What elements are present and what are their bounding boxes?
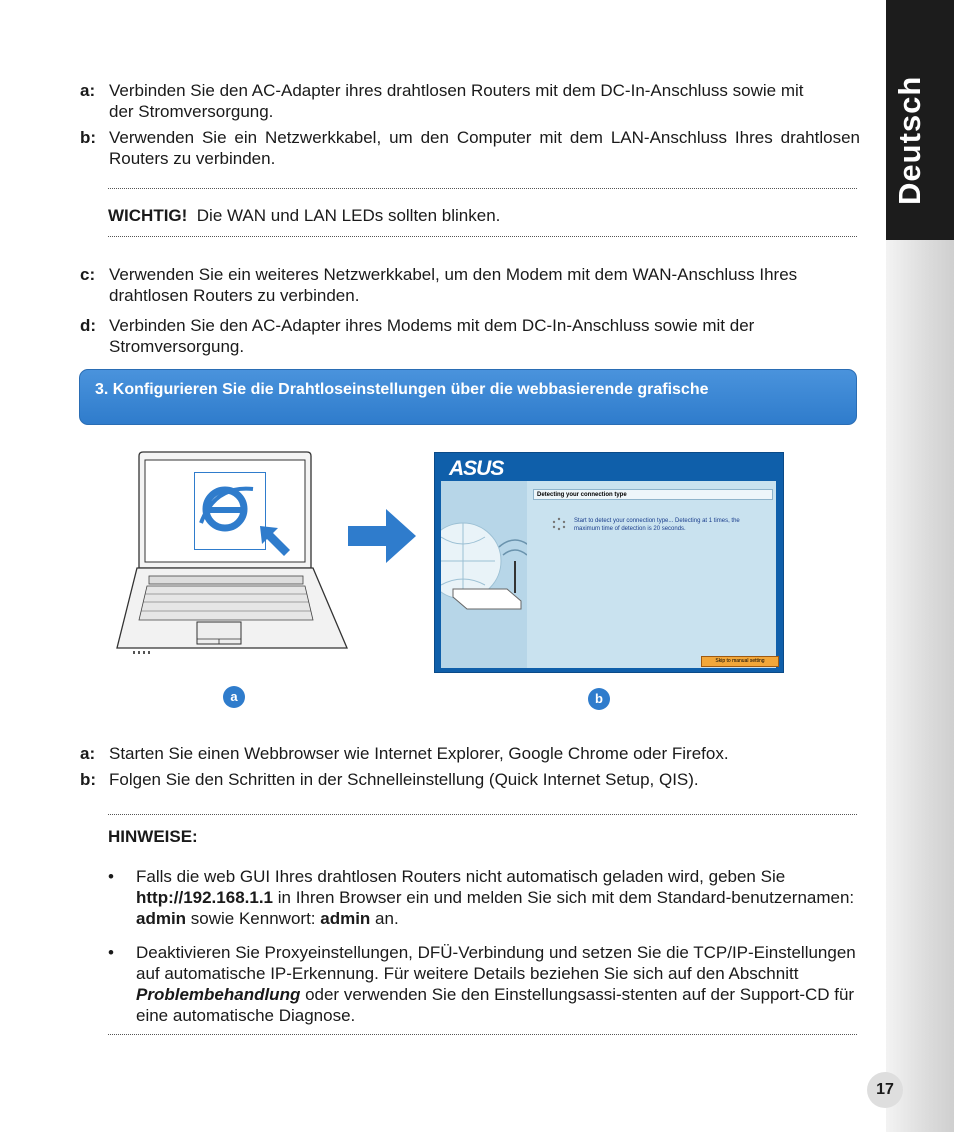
step-text: Verwenden Sie ein Netzwerkkabel, um den Computer mit dem LAN-Anschluss Ihres drahtlosen Routers zu verbinden. (109, 128, 860, 168)
language-tab (886, 0, 954, 240)
loading-spinner-icon (551, 517, 567, 531)
notes-list (108, 866, 858, 1039)
bullet-dot: • (108, 943, 114, 962)
divider (108, 236, 857, 237)
language-sidebar (886, 0, 954, 1132)
router-url: http://192.168.1.1 (136, 888, 274, 907)
important-note (108, 206, 500, 226)
page-number: 17 (867, 1072, 903, 1108)
step-item (80, 80, 860, 122)
default-username: admin (136, 909, 187, 928)
note-text: sowie Kennwort: (186, 909, 321, 928)
figure-label-b: b (588, 688, 610, 710)
step-text: Folgen Sie den Schritten in der Schnelleinstellung (Quick Internet Setup, QIS). (109, 770, 699, 789)
note-text: Deaktivieren Sie Proxyeinstellungen, DFÜ-Verbindung und setzen Sie die TCP/IP-Einstellungen auf automatische IP-Erkennung. Für weitere Details beziehen Sie sich auf den Abschnitt (136, 943, 856, 983)
qis-message: Start to detect your connection type... Detecting at 1 times, the maximum time of detection is 20 seconds. (574, 518, 740, 532)
figure-label-a: a (223, 686, 245, 708)
qis-content (441, 481, 776, 668)
note-text: an. (370, 909, 399, 928)
divider (108, 1034, 857, 1035)
right-arrow-icon (346, 506, 418, 566)
divider (108, 814, 857, 815)
step-label: b: (80, 128, 97, 147)
note-text: oder verwenden Sie den Einstellungsassi-stenten auf der Support-CD für eine automatische Diagnose. (136, 985, 855, 1025)
language-title: Deutsch (892, 75, 927, 205)
asus-logo: ASUS (449, 457, 504, 480)
note-text: in Ihren Browser ein und melden Sie sich mit dem Standard-benutzernamen: (273, 888, 855, 907)
note-text: Falls die web GUI Ihres drahtlosen Routers nicht automatisch geladen wird, geben Sie (136, 867, 786, 886)
bullet-dot: • (108, 867, 114, 886)
default-password: admin (320, 909, 371, 928)
important-text: Die WAN und LAN LEDs sollten blinken. (196, 206, 501, 225)
step-3-heading: 3. Konfigurieren Sie die Drahtloseinstellungen über die webbasierende grafische (95, 381, 709, 398)
step-item (80, 315, 860, 357)
step-text: Verbinden Sie den AC-Adapter ihres drahtlosen Routers mit dem DC-In-Anschluss sowie mit der Stromversorgung. (109, 81, 804, 121)
step-item (80, 743, 860, 764)
step-item (80, 264, 860, 306)
skip-manual-setting-button[interactable]: Skip to manual setting (701, 656, 779, 667)
step-text: Verwenden Sie ein weiteres Netzwerkkabel, um den Modem mit dem WAN-Anschluss Ihres drahtlosen Routers zu verbinden. (109, 265, 798, 305)
router-globe-icon (441, 481, 527, 668)
step-item (80, 127, 860, 169)
qis-left-panel (441, 481, 527, 668)
step-text: Verbinden Sie den AC-Adapter ihres Modems mit dem DC-In-Anschluss sowie mit der Stromversorgung. (109, 316, 755, 356)
step-item (80, 769, 860, 790)
qis-screenshot (434, 452, 784, 673)
note-item (108, 866, 858, 929)
internet-explorer-icon (195, 473, 265, 549)
step-text: Starten Sie einen Webbrowser wie Internet Explorer, Google Chrome oder Firefox. (109, 744, 729, 763)
step-label: d: (80, 316, 97, 335)
step-label: a: (80, 81, 96, 100)
step-label: b: (80, 770, 97, 789)
divider (108, 188, 857, 189)
step-label: c: (80, 265, 96, 284)
notes-heading: HINWEISE: (108, 827, 198, 846)
troubleshooting-reference: Problembehandlung (136, 985, 301, 1004)
note-item (108, 942, 858, 1026)
step-label: a: (80, 744, 96, 763)
cursor-arrow-icon (256, 522, 296, 558)
step-3-banner (79, 369, 857, 425)
important-label: WICHTIG! (108, 206, 188, 225)
qis-header: Detecting your connection type (533, 489, 773, 500)
